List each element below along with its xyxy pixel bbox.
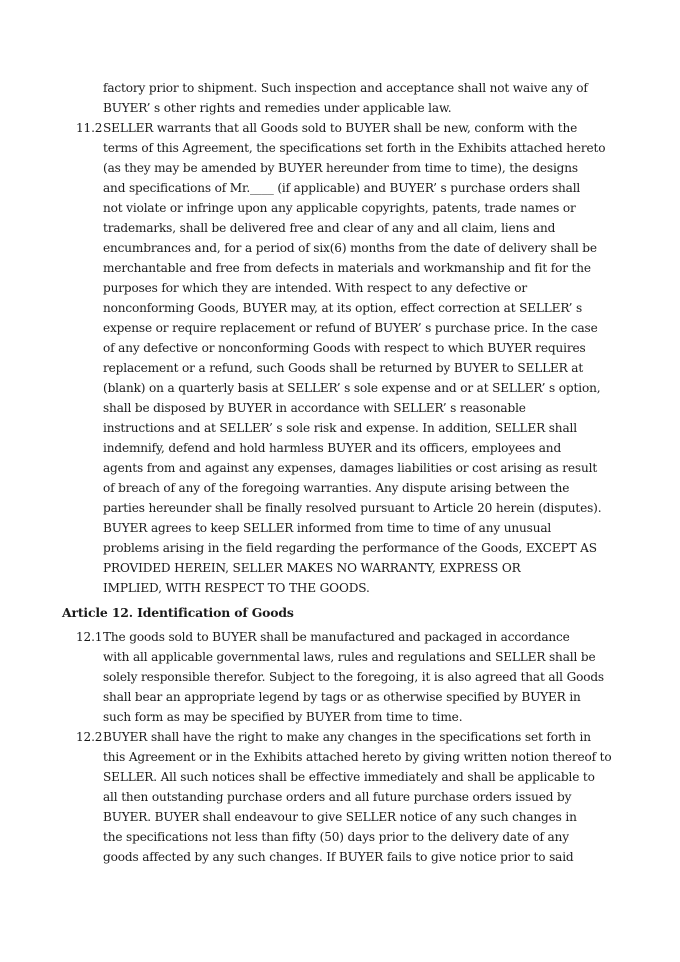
article-heading: Article 12. Identification of Goods bbox=[62, 605, 294, 620]
text-line: SELLER. All such notices shall be effective immediately and shall be applicable to bbox=[103, 770, 595, 784]
text-line: BUYER. BUYER shall endeavour to give SELLER notice of any such changes in bbox=[103, 810, 577, 824]
text-line: nonconforming Goods, BUYER may, at its option, effect correction at SELLER’ s bbox=[103, 301, 583, 315]
text-line: IMPLIED, WITH RESPECT TO THE GOODS. bbox=[103, 581, 370, 595]
section-number: 12.2 bbox=[76, 730, 103, 744]
text-line: BUYER shall have the right to make any changes in the specifications set forth in bbox=[103, 730, 591, 744]
text-line: of breach of any of the foregoing warranties. Any dispute arising between the bbox=[103, 481, 570, 495]
text-line: PROVIDED HEREIN, SELLER MAKES NO WARRANTY, EXPRESS OR bbox=[103, 561, 521, 575]
text-line: replacement or a refund, such Goods shall be returned by BUYER to SELLER at bbox=[103, 361, 584, 375]
section-number: 12.1 bbox=[76, 630, 103, 644]
text-line: factory prior to shipment. Such inspection and acceptance shall not waive any of bbox=[103, 81, 588, 95]
text-line: SELLER warrants that all Goods sold to BUYER shall be new, conform with the bbox=[103, 121, 578, 135]
text-line: the specifications not less than fifty (50) days prior to the delivery date of any bbox=[103, 830, 569, 844]
text-line: shall be disposed by BUYER in accordance with SELLER’ s reasonable bbox=[103, 401, 526, 415]
text-line: purposes for which they are intended. With respect to any defective or bbox=[103, 281, 528, 295]
text-line: all then outstanding purchase orders and all future purchase orders issued by bbox=[103, 790, 572, 804]
text-line: terms of this Agreement, the specifications set forth in the Exhibits attached hereto bbox=[103, 141, 606, 155]
text-line: of any defective or nonconforming Goods with respect to which BUYER requires bbox=[103, 341, 586, 355]
text-line: agents from and against any expenses, damages liabilities or cost arising as result bbox=[103, 461, 598, 475]
text-line: encumbrances and, for a period of six(6) months from the date of delivery shall be bbox=[103, 241, 597, 255]
text-line: and specifications of Mr.____ (if applicable) and BUYER’ s purchase orders shall bbox=[103, 181, 581, 195]
text-line: merchantable and free from defects in materials and workmanship and fit for the bbox=[103, 261, 591, 275]
text-line: this Agreement or in the Exhibits attached hereto by giving written notion thereof to bbox=[103, 750, 612, 764]
text-line: goods affected by any such changes. If BUYER fails to give notice prior to said bbox=[103, 850, 574, 864]
text-line: instructions and at SELLER’ s sole risk and expense. In addition, SELLER shall bbox=[103, 421, 577, 435]
text-line: (as they may be amended by BUYER hereunder from time to time), the designs bbox=[103, 161, 578, 175]
section-number: 11.2 bbox=[76, 121, 103, 135]
text-line: shall bear an appropriate legend by tags or as otherwise specified by BUYER in bbox=[103, 690, 581, 704]
text-line: expense or require replacement or refund of BUYER’ s purchase price. In the case bbox=[103, 321, 598, 335]
text-line: BUYER’ s other rights and remedies under applicable law. bbox=[103, 101, 452, 115]
text-line: problems arising in the field regarding the performance of the Goods, EXCEPT AS bbox=[103, 541, 597, 555]
text-line: The goods sold to BUYER shall be manufactured and packaged in accordance bbox=[103, 630, 570, 644]
text-line: parties hereunder shall be finally resolved pursuant to Article 20 herein (disputes). bbox=[103, 501, 602, 515]
text-line: such form as may be specified by BUYER from time to time. bbox=[103, 710, 463, 724]
text-line: indemnify, defend and hold harmless BUYER and its officers, employees and bbox=[103, 441, 562, 455]
text-line: (blank) on a quarterly basis at SELLER’ s sole expense and or at SELLER’ s option, bbox=[103, 381, 601, 395]
text-line: with all applicable governmental laws, rules and regulations and SELLER shall be bbox=[103, 650, 596, 664]
text-line: solely responsible therefor. Subject to the foregoing, it is also agreed that all Goods bbox=[103, 670, 604, 684]
text-line: trademarks, shall be delivered free and clear of any and all claim, liens and bbox=[103, 221, 556, 235]
text-line: BUYER agrees to keep SELLER informed from time to time of any unusual bbox=[103, 521, 552, 535]
text-line: not violate or infringe upon any applicable copyrights, patents, trade names or bbox=[103, 201, 576, 215]
